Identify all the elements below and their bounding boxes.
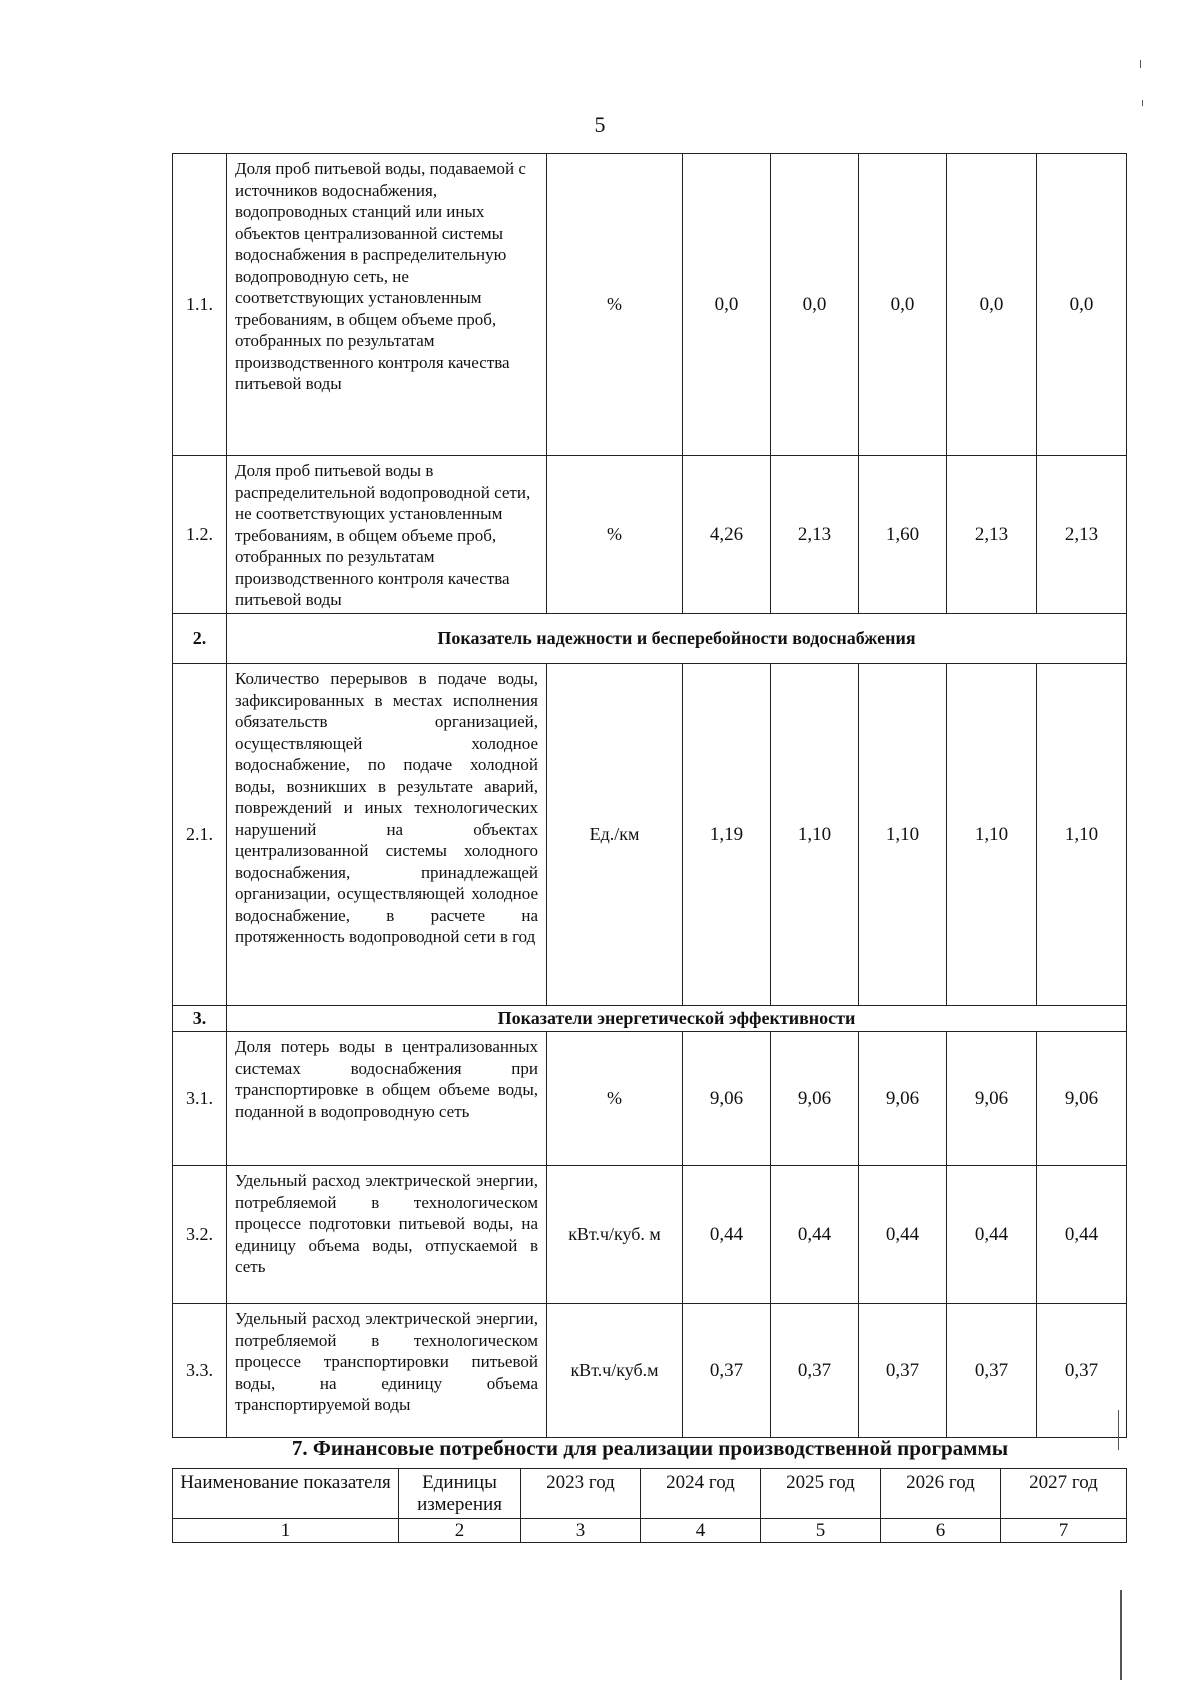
- scan-artifact: [1140, 60, 1141, 68]
- row-number: 3.1.: [173, 1032, 227, 1166]
- indicator-value: 0,0: [859, 154, 947, 456]
- indicator-unit: %: [547, 1032, 683, 1166]
- scan-artifact: [1120, 1590, 1122, 1680]
- indicator-value: 0,37: [771, 1304, 859, 1438]
- indicator-value: 0,44: [1037, 1166, 1127, 1304]
- indicators-table: [172, 153, 1127, 1438]
- indicator-unit: Ед./км: [547, 664, 683, 1006]
- indicator-description: Удельный расход электрической энергии, потребляемой в технологическом процессе транспортировки питьевой воды, на единицу объема транспортируемой воды: [227, 1304, 547, 1438]
- finance-index-cell: 4: [641, 1519, 761, 1543]
- finance-section-heading: 7. Финансовые потребности для реализации производственной программы: [291, 1436, 1009, 1460]
- indicator-value: 0,37: [947, 1304, 1037, 1438]
- indicator-value: 4,26: [683, 456, 771, 614]
- finance-header-cell: Единицы измерения: [399, 1469, 521, 1519]
- indicator-value: 1,60: [859, 456, 947, 614]
- indicator-value: 0,0: [1037, 154, 1127, 456]
- section-header-row: [173, 614, 1127, 664]
- table-row: [173, 1166, 1127, 1304]
- finance-header-cell: 2026 год: [881, 1469, 1001, 1519]
- section-header-row: [173, 1006, 1127, 1032]
- section-number: 3.: [173, 1006, 227, 1032]
- indicator-value: 0,37: [1037, 1304, 1127, 1438]
- indicator-value: 9,06: [947, 1032, 1037, 1166]
- indicator-value: 1,10: [859, 664, 947, 1006]
- finance-header-cell: 2027 год: [1001, 1469, 1127, 1519]
- finance-index-row: [173, 1519, 1127, 1543]
- row-number: 2.1.: [173, 664, 227, 1006]
- finance-index-cell: 5: [761, 1519, 881, 1543]
- indicator-description: Удельный расход электрической энергии, потребляемой в технологическом процессе подготовки питьевой воды, на единицу объема воды, отпускаемой в сеть: [227, 1166, 547, 1304]
- row-number: 1.1.: [173, 154, 227, 456]
- indicator-value: 0,44: [771, 1166, 859, 1304]
- indicator-value: 2,13: [947, 456, 1037, 614]
- indicator-value: 9,06: [771, 1032, 859, 1166]
- indicator-value: 1,19: [683, 664, 771, 1006]
- indicator-value: 0,0: [683, 154, 771, 456]
- section-title: Показатель надежности и бесперебойности водоснабжения: [227, 614, 1127, 664]
- scan-artifact: [1142, 100, 1143, 106]
- indicator-value: 9,06: [683, 1032, 771, 1166]
- table-row: [173, 154, 1127, 456]
- finance-table: [172, 1468, 1127, 1543]
- section-number: 2.: [173, 614, 227, 664]
- row-number: 3.2.: [173, 1166, 227, 1304]
- finance-header-cell: 2025 год: [761, 1469, 881, 1519]
- page-number: 5: [594, 112, 606, 137]
- indicator-value: 0,44: [947, 1166, 1037, 1304]
- indicator-value: 9,06: [1037, 1032, 1127, 1166]
- indicator-value: 0,0: [771, 154, 859, 456]
- row-number: 3.3.: [173, 1304, 227, 1438]
- indicator-unit: кВт.ч/куб. м: [547, 1166, 683, 1304]
- indicator-value: 0,0: [947, 154, 1037, 456]
- table-row: [173, 456, 1127, 614]
- indicator-value: 1,10: [771, 664, 859, 1006]
- indicator-description: Количество перерывов в подаче воды, зафиксированных в местах исполнения обязательств организацией, осуществляющей холодное водоснабжение, по подаче холодной воды, возникших в результате аварий, повреждений и иных технологических нарушений на объектах централизованной системы холодного водоснабжения, принадлежащей организации, осуществляющей холодное водоснабжение, в расчете на протяженность водопроводной сети в год: [227, 664, 547, 1006]
- section-title: Показатели энергетической эффективности: [227, 1006, 1127, 1032]
- indicator-value: 0,44: [683, 1166, 771, 1304]
- table-row: [173, 1304, 1127, 1438]
- finance-index-cell: 1: [173, 1519, 399, 1543]
- table-row: [173, 664, 1127, 1006]
- row-number: 1.2.: [173, 456, 227, 614]
- finance-header-cell: 2023 год: [521, 1469, 641, 1519]
- indicator-value: 2,13: [1037, 456, 1127, 614]
- indicator-description: Доля проб питьевой воды, подаваемой с источников водоснабжения, водопроводных станций или иных объектов централизованной системы водоснабжения в распределительную водопроводную сеть, не соответствующих установленным требованиям, в общем объеме проб, отобранных по результатам производственного контроля качества питьевой воды: [227, 154, 547, 456]
- table-row: [173, 1032, 1127, 1166]
- indicator-value: 1,10: [947, 664, 1037, 1006]
- indicator-value: 9,06: [859, 1032, 947, 1166]
- finance-index-cell: 3: [521, 1519, 641, 1543]
- indicator-description: Доля проб питьевой воды в распределительной водопроводной сети, не соответствующих установленным требованиям, в общем объеме проб, отобранных по результатам производственного контроля качества питьевой воды: [227, 456, 547, 614]
- indicator-value: 2,13: [771, 456, 859, 614]
- indicator-unit: %: [547, 456, 683, 614]
- indicator-unit: %: [547, 154, 683, 456]
- scan-artifact: [1118, 1410, 1119, 1450]
- finance-header-cell: 2024 год: [641, 1469, 761, 1519]
- indicator-value: 1,10: [1037, 664, 1127, 1006]
- indicator-value: 0,44: [859, 1166, 947, 1304]
- finance-index-cell: 6: [881, 1519, 1001, 1543]
- finance-index-cell: 7: [1001, 1519, 1127, 1543]
- indicator-unit: кВт.ч/куб.м: [547, 1304, 683, 1438]
- finance-index-cell: 2: [399, 1519, 521, 1543]
- finance-header-cell: Наименование показателя: [173, 1469, 399, 1519]
- indicator-description: Доля потерь воды в централизованных системах водоснабжения при транспортировке в общем объеме воды, поданной в водопроводную сеть: [227, 1032, 547, 1166]
- finance-header-row: [173, 1469, 1127, 1519]
- indicator-value: 0,37: [683, 1304, 771, 1438]
- indicator-value: 0,37: [859, 1304, 947, 1438]
